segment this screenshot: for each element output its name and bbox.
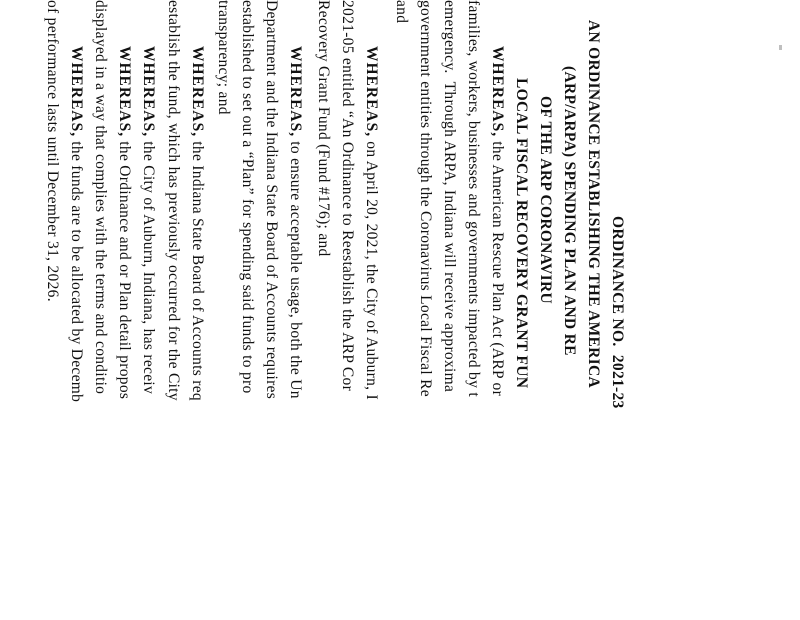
paragraph-1-line-5: and (393, 0, 410, 24)
paragraph-2-line-3: Recovery Grant Fund (Fund #176); and (315, 0, 332, 257)
paragraph-1-line-2: families, workers, businesses and governments impacted by t (465, 0, 482, 397)
whereas-label: WHEREAS, (68, 46, 85, 138)
ordinance-document (44, 0, 633, 620)
paragraph-1-line-4: government entities through the Coronavirus Local Fiscal Re (417, 0, 434, 397)
whereas-label: WHEREAS, (140, 46, 157, 138)
whereas-label: WHEREAS, (489, 46, 506, 138)
title-line-2: (ARP/ARPA) SPENDING PLAN AND RE (561, 66, 578, 356)
paragraph-6-line-2: displayed in a way that complies with the terms and conditio (92, 0, 109, 395)
paragraph-4-line-2: establish the fund, which has previously occurred for the City (165, 0, 182, 401)
paragraph-7-line-2: of performance lasts until December 31, 2026. (44, 0, 61, 302)
whereas-label: WHEREAS, (116, 46, 133, 138)
paragraph-2-line-2: 2021-05 entitled “An Ordinance to Reestablish the ARP Cor (339, 0, 356, 392)
title-line-3: OF THE ARP CORONAVIRU (537, 96, 554, 304)
whereas-label: WHEREAS, (189, 46, 206, 138)
paragraph-1-line-1: WHEREAS, the American Rescue Plan Act (ARP or (489, 46, 506, 397)
whereas-label: WHEREAS, (287, 46, 304, 138)
paragraph-3-line-1: WHEREAS, to ensure acceptable usage, both the Un (287, 46, 304, 399)
paragraph-6-line-1: WHEREAS, the Ordinance and or Plan detail propos (116, 46, 133, 400)
paragraph-5-line-1: WHEREAS, the City of Auburn, Indiana, has receiv (140, 46, 157, 395)
paragraph-7-line-1: WHEREAS, the funds are to be allocated by Decemb (68, 46, 85, 403)
paragraph-3-line-3: established to set out a “Plan” for spending said funds to pro (239, 0, 256, 394)
title-line-4: LOCAL FISCAL RECOVERY GRANT FUN (513, 78, 530, 389)
paragraph-2-line-1: WHEREAS, on April 20, 2021, the City of Auburn, I (363, 46, 380, 400)
paragraph-4-line-1: WHEREAS, the Indiana State Board of Accounts req (189, 46, 206, 401)
paragraph-1-line-3: emergency. Through ARPA, Indiana will receive approxima (441, 0, 458, 393)
paragraph-3-line-2: Department and the Indiana State Board of Accounts requires (263, 0, 280, 400)
paragraph-3-line-4: transparency; and (215, 0, 232, 115)
scan-speck (779, 45, 782, 50)
whereas-label: WHEREAS, (363, 46, 380, 138)
title-line-1: AN ORDINANCE ESTABLISHING THE AMERICA (585, 20, 602, 388)
ordinance-number: ORDINANCE NO. 2021-23 (609, 216, 626, 409)
